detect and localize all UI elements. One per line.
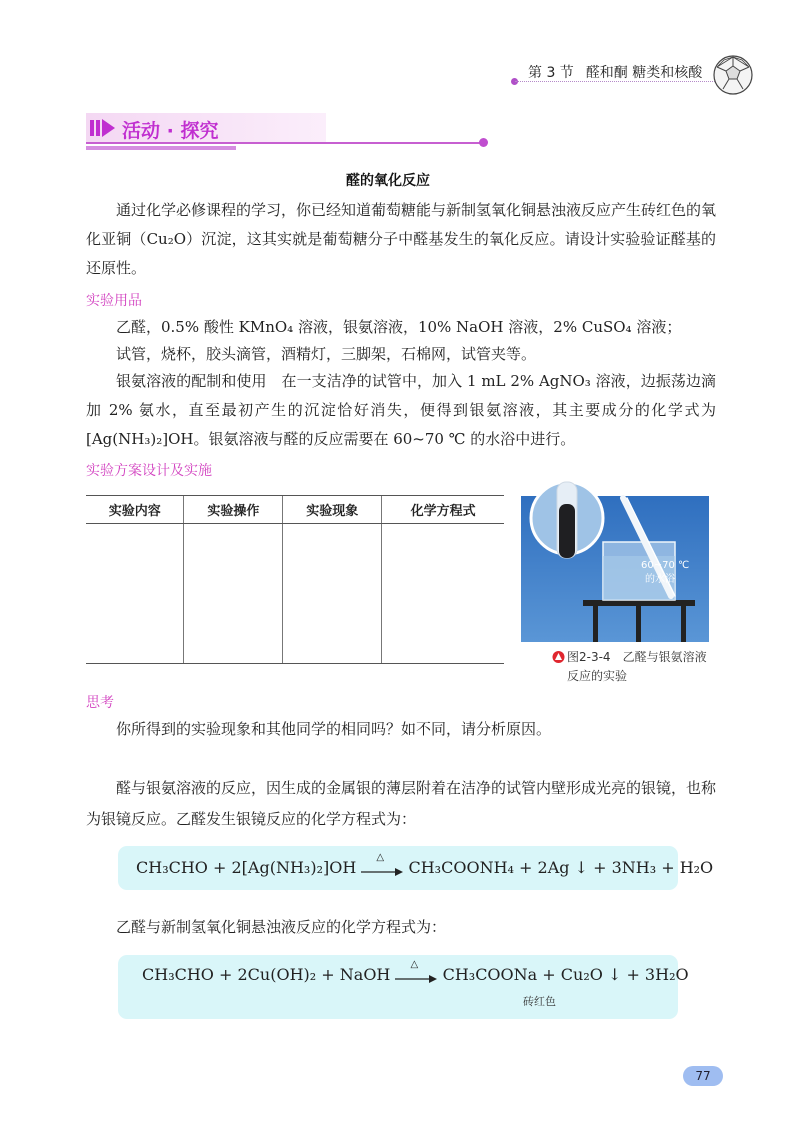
table-header: 实验操作 [184, 496, 283, 524]
activity-icon [90, 117, 116, 139]
figure-caption [552, 648, 707, 686]
table-header-row [86, 496, 504, 524]
running-header [528, 62, 714, 82]
table-header: 实验现象 [283, 496, 382, 524]
think-label: 思考 [86, 695, 114, 711]
silver-mirror-photo [521, 478, 709, 642]
design-label: 实验方案设计及实施 [86, 463, 212, 479]
table-cell [283, 524, 382, 664]
experiment-title: 醛的氧化反应 [346, 173, 430, 189]
materials-line-2: 试管，烧杯，胶头滴管，酒精灯，三脚架，石棉网，试管夹等。 [116, 345, 537, 363]
equation-box-1 [118, 846, 714, 890]
header-title: 醛和酮 糖类和核酸 [585, 65, 703, 81]
banner-title: 活动 · 探究 [122, 120, 219, 142]
equation-2 [142, 958, 689, 984]
banner-rule-thick [86, 146, 236, 150]
equation-1-rhs: CH₃COONH₄ + 2Ag ↓ + 3NH₃ + H₂O [408, 858, 714, 877]
materials-label: 实验用品 [86, 293, 142, 309]
figure-caption-line-1: 图2-3-4 乙醛与银氨溶液 [567, 650, 707, 664]
page-number: 77 [683, 1066, 723, 1086]
heat-arrow-icon [395, 958, 437, 982]
heat-arrow-icon [361, 851, 403, 875]
photo-label: 的水浴 [645, 574, 675, 585]
table-row [86, 524, 504, 664]
activity-banner [86, 113, 486, 147]
equation-2-rhs: CH₃COONa + Cu₂O ↓ + 3H₂O [442, 965, 689, 984]
heat-condition: △ [376, 851, 385, 863]
think-text: 你所得到的实验现象和其他同学的相同吗？如不同，请分析原因。 [116, 720, 552, 738]
table-header: 化学方程式 [382, 496, 504, 524]
fullerene-icon [712, 54, 754, 96]
heat-condition: △ [410, 958, 419, 970]
intro-paragraph: 通过化学必修课程的学习，你已经知道葡萄糖能与新制氢氧化铜悬浊液反应产生砖红色的氧化亚铜（Cu₂O）沉淀，这其实就是葡萄糖分子中醛基发生的氧化反应。请设计实验验证醛基的还原性。 [86, 201, 717, 277]
materials-line-1: 乙醛，0.5% 酸性 KMnO₄ 溶液，银氨溶液，10% NaOH 溶液，2% CuSO₄ 溶液； [116, 318, 682, 336]
equation-1 [136, 851, 714, 877]
silver-mirror-paragraph: 醛与银氨溶液的反应，因生成的金属银的薄层附着在洁净的试管内壁形成光亮的银镜，也称为银镜反应。乙醛发生银镜反应的化学方程式为： [86, 779, 717, 828]
table-cell [86, 524, 184, 664]
photo-label: 60~70 ℃ [641, 560, 690, 571]
header-rule [515, 81, 715, 82]
silver-ammonia-paragraph: 银氨溶液的配制和使用 在一支洁净的试管中，加入 1 mL 2% AgNO₃ 溶液，边振荡边滴加 2% 氨水，直至最初产生的沉淀恰好消失，便得到银氨溶液，其主要成分的化学式为 [Ag(NH₃)₂]OH。银氨溶液与醛的反应需要在 60~70 ℃ 的水浴中进行。 [86, 372, 716, 448]
equation-2-lhs: CH₃CHO + 2Cu(OH)₂ + NaOH [142, 965, 391, 984]
equation-1-lhs: CH₃CHO + 2[Ag(NH₃)₂]OH [136, 858, 357, 877]
table-cell [184, 524, 283, 664]
header-section: 第 3 节 [528, 65, 574, 81]
table-cell [382, 524, 504, 664]
brick-red-note: 砖红色 [523, 995, 556, 1008]
copper-intro: 乙醛与新制氢氧化铜悬浊液反应的化学方程式为： [116, 918, 447, 936]
figure-caption-line-2: 反应的实验 [567, 669, 628, 683]
banner-dot [479, 138, 488, 147]
experiment-table [86, 495, 504, 664]
table-header: 实验内容 [86, 496, 184, 524]
equation-box-2 [118, 955, 689, 1019]
